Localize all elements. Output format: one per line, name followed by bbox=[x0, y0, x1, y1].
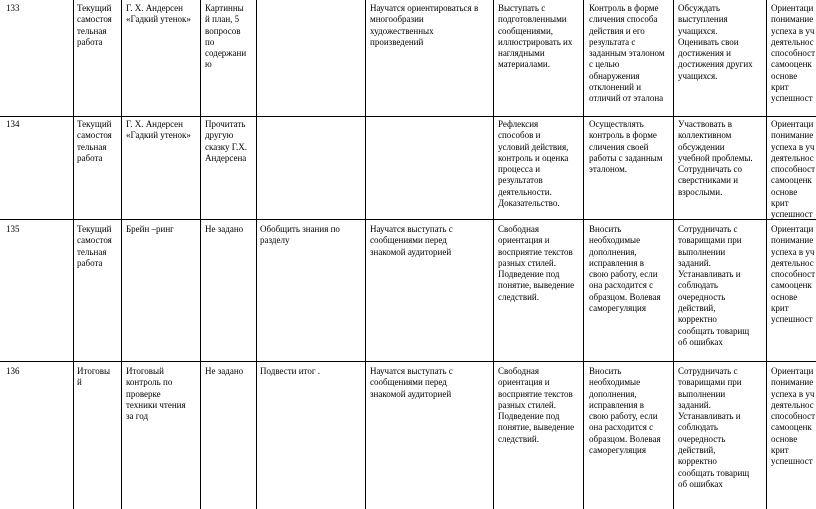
lesson-type: Итоговы й bbox=[77, 366, 111, 388]
lesson-cognitive-skills: Свободная ориентация и восприятие текстов разных стилей. Подведение под понятие, выведение следствий. bbox=[498, 224, 575, 302]
row-divider bbox=[0, 361, 816, 362]
column-divider bbox=[493, 0, 494, 509]
column-divider bbox=[200, 0, 201, 509]
lesson-topic: Брейн –ринг bbox=[126, 224, 174, 234]
lesson-number: 135 bbox=[6, 224, 20, 234]
column-divider bbox=[583, 0, 584, 509]
column-divider bbox=[766, 0, 767, 509]
lesson-activity: Картинны й план, 5 вопросов по содержани ю bbox=[205, 3, 247, 70]
lesson-cognitive-skills: Рефлексия способов и условий действия, контроль и оценка процесса и результатов деятельности. Доказательство. bbox=[498, 119, 569, 209]
lesson-number: 134 bbox=[6, 119, 20, 129]
lesson-learning-outcome: Научатся выступать с сообщениями перед знакомой аудиторией bbox=[370, 224, 453, 257]
lesson-cognitive-skills: Свободная ориентация и восприятие текстов разных стилей. Подведение под понятие, выведение следствий. bbox=[498, 366, 575, 444]
lesson-regulatory-skills: Вносить необходимые дополнения, исправления в свою работу, если она расходится с образцом. Волевая саморегуляция bbox=[589, 224, 661, 314]
lesson-topic: Итоговый контроль по проверке техники чтения за год bbox=[126, 366, 186, 422]
lesson-communicative-skills: Сотрудничать с товарищами при выполнении заданий. Устанавливать и соблюдать очередность действий, корректно сообщать товарищ об ошибках bbox=[678, 224, 750, 347]
lesson-learning-outcome: Научатся ориентироваться в многообразии художественных произведений bbox=[370, 3, 479, 47]
lesson-type: Текущий самостоя тельная работа bbox=[77, 3, 112, 47]
lesson-topic: Г. Х. Андерсен «Гадкий утенок» bbox=[126, 119, 191, 141]
column-divider bbox=[673, 0, 674, 509]
lesson-regulatory-skills: Контроль в форме сличения способа действия и его результата с заданным эталоном с целью обнаружения отклонений и отличий от эталона bbox=[589, 3, 665, 104]
lesson-personal-results: Ориентаци понимание успеха в уч деятельнос способност самооценк основе крит успешност bbox=[771, 119, 816, 220]
lesson-topic: Г. Х. Андерсен «Гадкий утенок» bbox=[126, 3, 191, 25]
lesson-cognitive-skills: Выступать с подготовленными сообщениями, иллюстрировать их наглядными материалами. bbox=[498, 3, 573, 70]
column-divider bbox=[73, 0, 74, 509]
lesson-activity: Прочитать другую сказку Г.Х. Андерсена bbox=[205, 119, 247, 163]
lesson-communicative-skills: Обсуждать выступления учащихся. Оценивать свои достижения и достижения других учащихся. bbox=[678, 3, 753, 81]
row-divider bbox=[0, 116, 816, 117]
column-divider bbox=[256, 0, 257, 509]
lesson-personal-results: Ориентаци понимание успеха в уч деятельнос способност самооценк основе крит успешност bbox=[771, 224, 816, 325]
lesson-type: Текущий самостоя тельная работа bbox=[77, 224, 112, 268]
lesson-regulatory-skills: Осуществлять контроль в форме сличения своей работы с заданным эталоном. bbox=[589, 119, 663, 175]
lesson-number: 133 bbox=[6, 3, 20, 13]
column-divider bbox=[365, 0, 366, 509]
lesson-activity: Не задано bbox=[205, 366, 244, 376]
lesson-communicative-skills: Сотрудничать с товарищами при выполнении заданий. Устанавливать и соблюдать очередность действий, корректно сообщать товарищ об ошибках bbox=[678, 366, 750, 489]
lesson-learning-outcome: Научатся выступать с сообщениями перед знакомой аудиторией bbox=[370, 366, 453, 399]
lesson-number: 136 bbox=[6, 366, 20, 376]
row-divider bbox=[0, 219, 816, 220]
lesson-concept: Обобщить знания по разделу bbox=[260, 224, 340, 246]
lesson-type: Текущий самостоя тельная работа bbox=[77, 119, 112, 163]
lesson-regulatory-skills: Вносить необходимые дополнения, исправления в свою работу, если она расходится с образцом. Волевая саморегуляция bbox=[589, 366, 661, 456]
lesson-personal-results: Ориентаци понимание успеха в уч деятельнос способност самооценк основе крит успешност bbox=[771, 366, 816, 467]
lesson-activity: Не задано bbox=[205, 224, 244, 234]
lesson-concept: Подвести итог . bbox=[260, 366, 321, 376]
lesson-communicative-skills: Участвовать в коллективном обсуждении учебной проблемы. Сотрудничать со сверстниками и взрослыми. bbox=[678, 119, 753, 197]
column-divider bbox=[121, 0, 122, 509]
lesson-personal-results: Ориентаци понимание успеха в уч деятельнос способност самооценк основе крит успешност bbox=[771, 3, 816, 104]
